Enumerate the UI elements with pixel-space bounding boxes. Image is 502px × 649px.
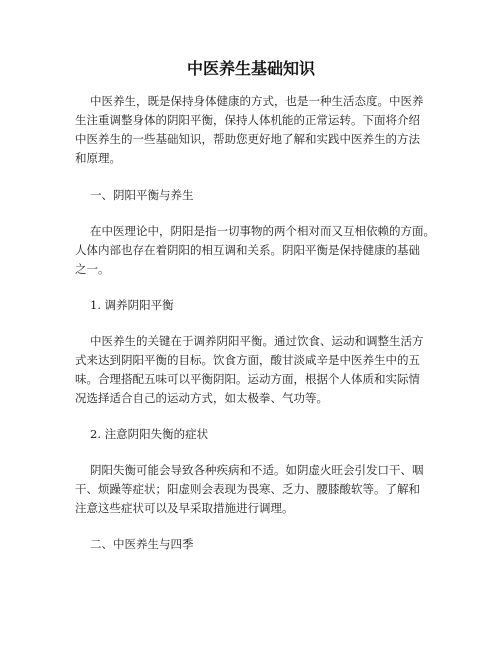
subsection-heading: 1. 调养阴阳平衡 (90, 298, 174, 312)
body-line: 之一。 (75, 262, 110, 276)
body-line: 人体内部也存在着阴阳的相互调和关系。阴阳平衡是保持健康的基础 (75, 243, 420, 257)
body-line: 况选择适合自己的运动方式，如太极拳、气功等。 (75, 391, 328, 405)
section-heading: 二、中医养生与四季 (90, 537, 194, 551)
body-line: 味。合理搭配五味可以平衡阴阳。运动方面，根据个人体质和实际情 (75, 372, 420, 386)
body-line: 中医养生的一些基础知识，帮助您更好地了解和实践中医养生的方法 (75, 132, 420, 146)
body-line: 注意这些症状可以及早采取措施进行调理。 (75, 501, 294, 515)
body-line: 在中医理论中，阴阳是指一切事物的两个相对而又互相依赖的方面。 (90, 224, 435, 238)
subsection-heading: 2. 注意阴阳失衡的症状 (90, 427, 209, 441)
body-line: 中医养生，既是保持身体健康的方式，也是一种生活态度。中医养 (90, 94, 424, 108)
body-line: 干、烦躁等症状；阳虚则会表现为畏寒、乏力、腰膝酸软等。了解和 (75, 482, 420, 496)
body-line: 生注重调整身体的阴阳平衡，保持人体机能的正常运转。下面将介绍 (75, 113, 420, 127)
body-line: 阴阳失衡可能会导致各种疾病和不适。如阴虚火旺会引发口干、咽 (90, 463, 424, 477)
body-line: 中医养生的关键在于调养阴阳平衡。通过饮食、运动和调整生活方 (90, 334, 424, 348)
document-title: 中医养生基础知识 (186, 59, 315, 78)
body-line: 和原理。 (75, 151, 121, 165)
body-line: 式来达到阴阳平衡的目标。饮食方面，酸甘淡咸辛是中医养生中的五 (75, 353, 420, 367)
section-heading: 一、阴阳平衡与养生 (90, 188, 194, 202)
